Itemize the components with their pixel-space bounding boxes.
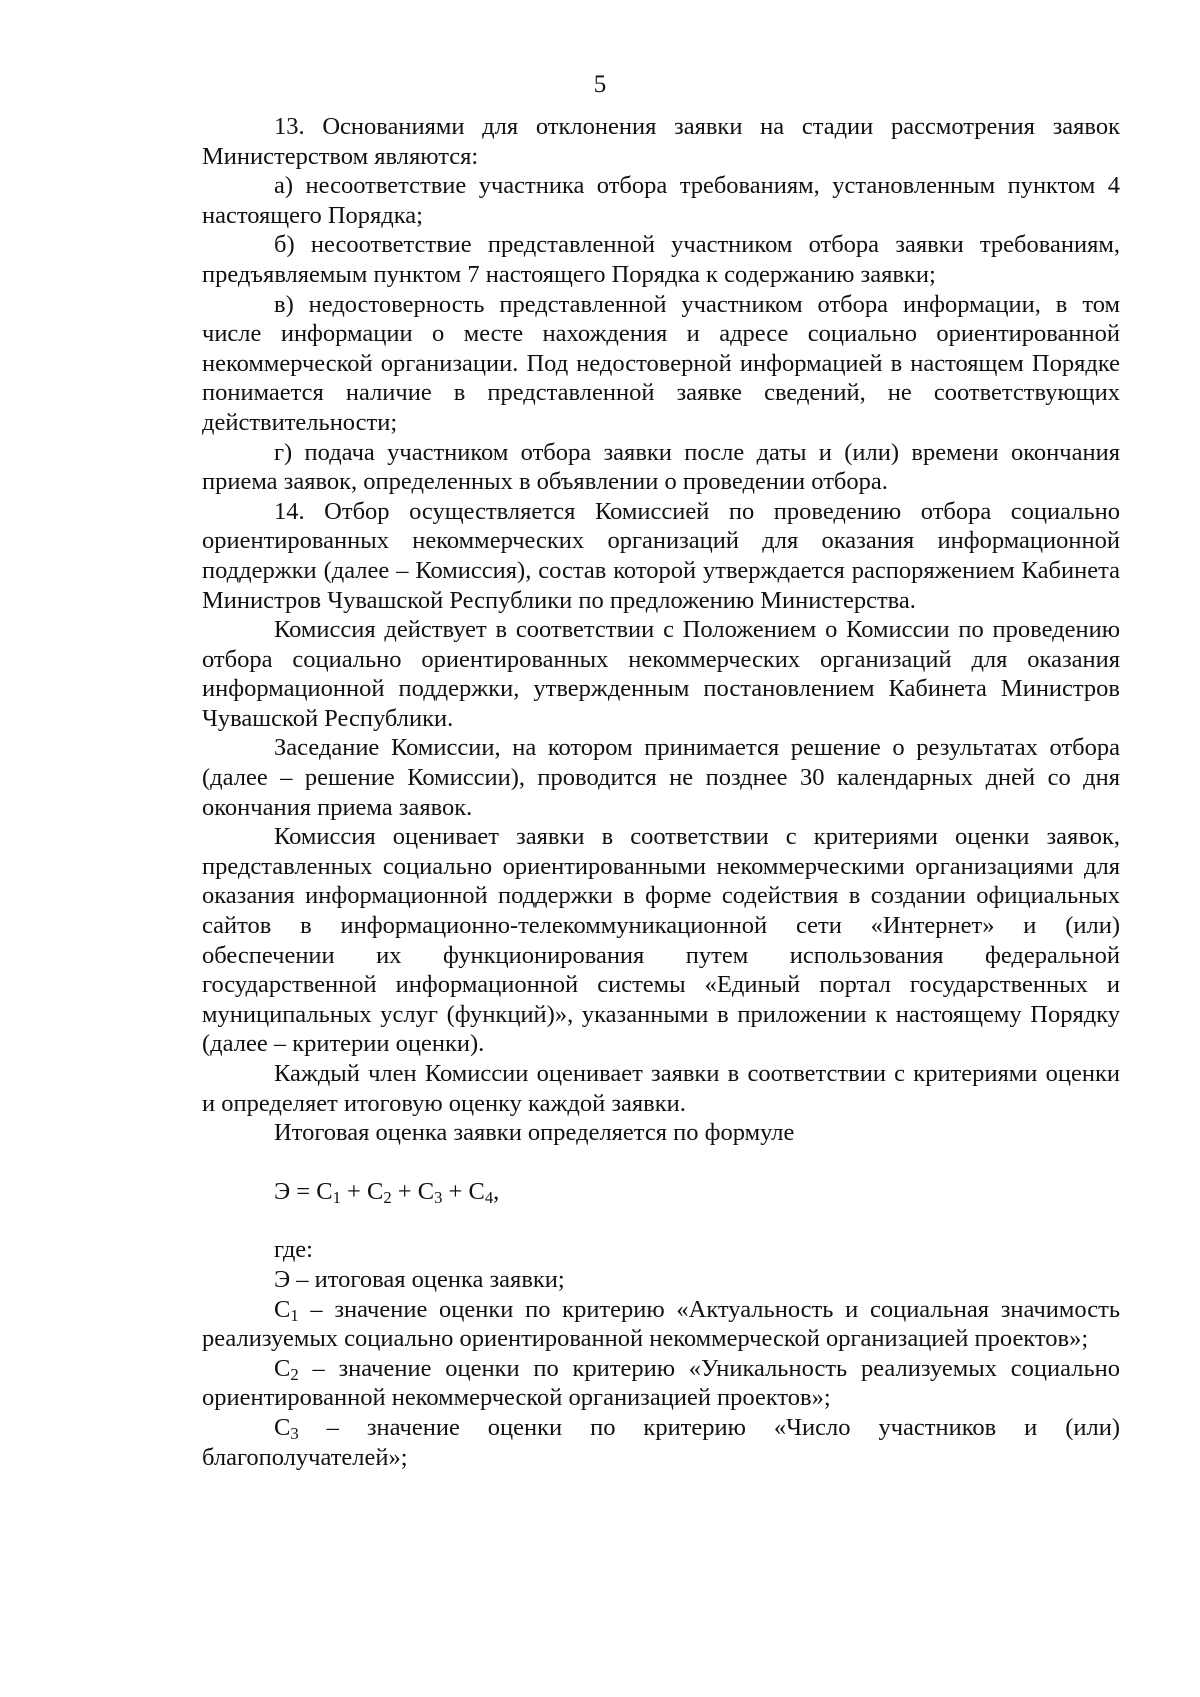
formula-sub-3: 3 — [434, 1187, 443, 1207]
paragraph-13-a: а) несоответствие участника отбора требованиям, установленным пунктом 4 настоящего Порядка; — [202, 172, 1120, 229]
where-label: где: — [274, 1236, 313, 1264]
c3-symbol: C — [274, 1413, 291, 1441]
c3-subscript: 3 — [290, 1424, 299, 1444]
c2-subscript: 2 — [290, 1364, 299, 1384]
paragraph-14: 14. Отбор осуществляется Комиссией по проведению отбора социально ориентированных некоммерческих организаций для оказания информационной поддержки (далее – Комиссия), состав которой утверждается распоряжением Кабинета Министров Чувашской Республики по предложению Министерства. — [202, 497, 1120, 614]
score-formula — [202, 1177, 1120, 1207]
formula-lhs: Э = C — [274, 1177, 333, 1205]
paragraph-13: 13. Основаниями для отклонения заявки на стадии рассмотрения заявок Министерством являются: — [202, 113, 1120, 170]
definition-c1 — [202, 1295, 1120, 1354]
paragraph-member-evaluation: Каждый член Комиссии оценивает заявки в соответствии с критериями оценки и определяет итоговую оценку каждой заявки. — [202, 1060, 1120, 1117]
paragraph-evaluation-criteria: Комиссия оценивает заявки в соответствии с критериями оценки заявок, представленных социально ориентированными некоммерческими организациями для оказания информационной поддержки в форме содействия в создании официальных сайтов в информационно-телекоммуникационной сети «Интернет» и (или) обеспечении их функционирования путем использования федеральной государственной информационной системы «Единый портал государственных и муниципальных услуг (функций)», указанными в приложении к настоящему Порядку (далее – критерии оценки). — [202, 823, 1120, 1058]
c2-symbol: C — [274, 1354, 291, 1382]
definition-e: Э – итоговая оценка заявки; — [274, 1265, 565, 1293]
paragraph-commission-meeting: Заседание Комиссии, на котором принимается решение о результатах отбора (далее – решение Комиссии), проводится не позднее 30 календарных дней со дня окончания приема заявок. — [202, 734, 1120, 821]
definition-c2 — [202, 1354, 1120, 1413]
paragraph-formula-intro: Итоговая оценка заявки определяется по формуле — [274, 1119, 795, 1147]
c2-text: – значение оценки по критерию «Уникальность реализуемых социально ориентированной некоммерческой организацией проектов»; — [202, 1354, 1120, 1412]
formula-plus-2: + C — [391, 1177, 435, 1205]
c3-text: – значение оценки по критерию «Число участников и (или) благополучателей»; — [202, 1413, 1120, 1471]
document-body — [202, 112, 1120, 1472]
formula-sub-4: 4 — [484, 1187, 494, 1207]
paragraph-13-b: б) несоответствие представленной участником отбора заявки требованиям, предъявляемым пунктом 7 настоящего Порядка к содержанию заявки; — [202, 231, 1120, 288]
page-number: 5 — [593, 71, 607, 98]
c1-text: – значение оценки по критерию «Актуальность и социальная значимость реализуемых социально ориентированной некоммерческой организацией проектов»; — [202, 1295, 1120, 1353]
c1-symbol: C — [274, 1295, 291, 1323]
formula-sub-2: 2 — [383, 1187, 392, 1207]
formula-plus-3: + C — [442, 1177, 485, 1205]
definition-c3 — [202, 1413, 1120, 1472]
formula-end: , — [493, 1177, 500, 1205]
paragraph-13-g: г) подача участником отбора заявки после даты и (или) времени окончания приема заявок, определенных в объявлении о проведении отбора. — [202, 438, 1120, 496]
paragraph-13-v: в) недостоверность представленной участником отбора информации, в том числе информации о месте нахождения и адресе социально ориентированной некоммерческой организации. Под недостоверной информацией в настоящем Порядке понимается наличие в представленной заявке сведений, не соответствующих действительности; — [202, 290, 1120, 436]
formula-plus-1: + C — [340, 1177, 384, 1205]
paragraph-commission-regulation: Комиссия действует в соответствии с Положением о Комиссии по проведению отбора социально ориентированных некоммерческих организаций для оказания информационной поддержки, утвержденным постановлением Кабинета Министров Чувашской Республики. — [202, 616, 1120, 732]
c1-subscript: 1 — [290, 1305, 299, 1325]
formula-sub-1: 1 — [332, 1187, 341, 1207]
